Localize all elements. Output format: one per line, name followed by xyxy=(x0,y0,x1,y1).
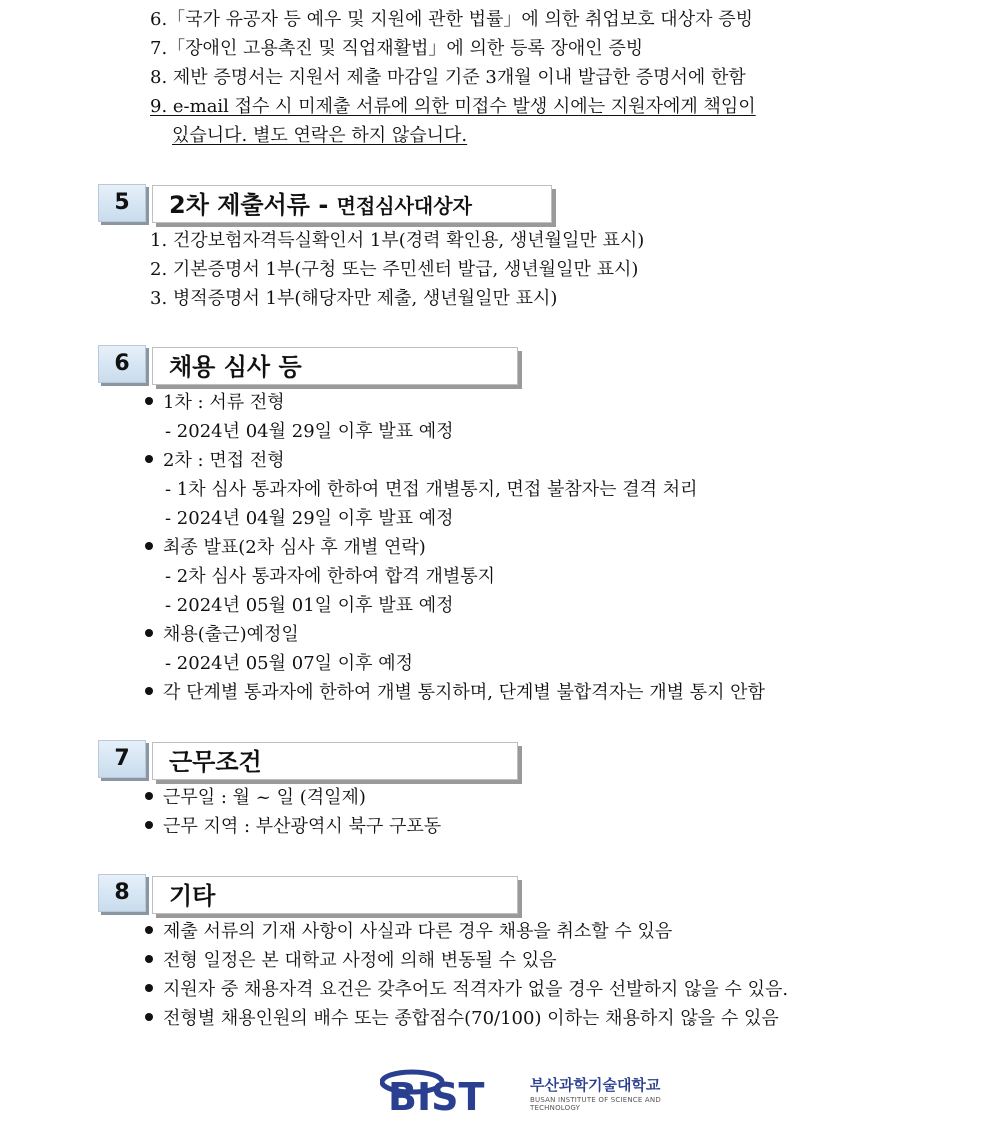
bullet-item: 근무 지역 : 부산광역시 북구 구포동 xyxy=(145,815,441,839)
bullet-icon xyxy=(145,1013,153,1021)
sub-item: - 2024년 05월 07일 이후 예정 xyxy=(165,653,414,674)
bullet-item: 전형 일정은 본 대학교 사정에 의해 변동될 수 있음 xyxy=(145,949,557,973)
section-title: 기타 xyxy=(152,876,518,914)
sub-item: - 1차 심사 통과자에 한하여 면접 개별통지, 면접 불참자는 결격 처리 xyxy=(165,479,698,500)
bullet-item: 각 단계별 통과자에 한하여 개별 통지하며, 단계별 불합격자는 개별 통지 안함 xyxy=(145,681,765,705)
bullet-item: 2차 : 면접 전형 xyxy=(145,449,285,473)
bullet-icon xyxy=(145,542,153,550)
bullet-item: 최종 발표(2차 심사 후 개별 연락) xyxy=(145,536,426,560)
bullet-icon xyxy=(145,687,153,695)
list-item: 9. e-mail 접수 시 미제출 서류에 의한 미접수 발생 시에는 지원자에게 책임이 xyxy=(150,96,756,117)
list-item: 7.「장애인 고용촉진 및 직업재활법」에 의한 등록 장애인 증빙 xyxy=(150,38,644,59)
section-number: 7 xyxy=(98,740,146,778)
logo-wordmark: BIST xyxy=(388,1075,485,1114)
sub-item: - 2024년 05월 01일 이후 발표 예정 xyxy=(165,595,454,616)
section-number: 8 xyxy=(98,874,146,912)
section-title-sub: 면접심사대상자 xyxy=(336,194,472,218)
section-title xyxy=(152,185,552,223)
list-item: 8. 제반 증명서는 지원서 제출 마감일 기준 3개월 이내 발급한 증명서에 한함 xyxy=(150,67,746,88)
section-title: 채용 심사 등 xyxy=(152,347,518,385)
list-item: 2. 기본증명서 1부(구청 또는 주민센터 발급, 생년월일만 표시) xyxy=(150,259,639,280)
bullet-icon xyxy=(145,926,153,934)
university-logo xyxy=(380,1068,710,1114)
list-item-continuation: 있습니다. 별도 연락은 하지 않습니다. xyxy=(172,125,468,146)
bullet-icon xyxy=(145,629,153,637)
bullet-icon xyxy=(145,955,153,963)
section-number: 5 xyxy=(98,184,146,222)
list-item: 1. 건강보험자격득실확인서 1부(경력 확인용, 생년월일만 표시) xyxy=(150,230,645,251)
bullet-item: 1차 : 서류 전형 xyxy=(145,391,285,415)
sub-item: - 2차 심사 통과자에 한하여 합격 개별통지 xyxy=(165,566,496,587)
section-title: 근무조건 xyxy=(152,742,518,780)
bullet-item: 전형별 채용인원의 배수 또는 종합점수(70/100) 이하는 채용하지 않을 수 있음 xyxy=(145,1007,779,1031)
bullet-icon xyxy=(145,984,153,992)
bullet-icon xyxy=(145,455,153,463)
bullet-item: 지원자 중 채용자격 요건은 갖추어도 적격자가 없을 경우 선발하지 않을 수 있음. xyxy=(145,978,788,1002)
section-number: 6 xyxy=(98,345,146,383)
bist-logo-icon xyxy=(380,1068,520,1114)
bullet-icon xyxy=(145,821,153,829)
bullet-item: 근무일 : 월 ~ 일 (격일제) xyxy=(145,786,366,810)
sub-item: - 2024년 04월 29일 이후 발표 예정 xyxy=(165,508,454,529)
logo-name-korean: 부산과학기술대학교 xyxy=(530,1076,661,1094)
list-item: 6.「국가 유공자 등 예우 및 지원에 관한 법률」에 의한 취업보호 대상자 증빙 xyxy=(150,9,753,30)
bullet-icon xyxy=(145,397,153,405)
sub-item: - 2024년 04월 29일 이후 발표 예정 xyxy=(165,421,454,442)
logo-name-english: BUSAN INSTITUTE OF SCIENCE AND TECHNOLOGY xyxy=(530,1096,661,1112)
list-item: 3. 병적증명서 1부(해당자만 제출, 생년월일만 표시) xyxy=(150,288,558,309)
bullet-item: 채용(출근)예정일 xyxy=(145,623,299,647)
section-title-main: 2차 제출서류 - xyxy=(169,191,337,219)
bullet-icon xyxy=(145,792,153,800)
bullet-item: 제출 서류의 기재 사항이 사실과 다른 경우 채용을 취소할 수 있음 xyxy=(145,920,672,944)
